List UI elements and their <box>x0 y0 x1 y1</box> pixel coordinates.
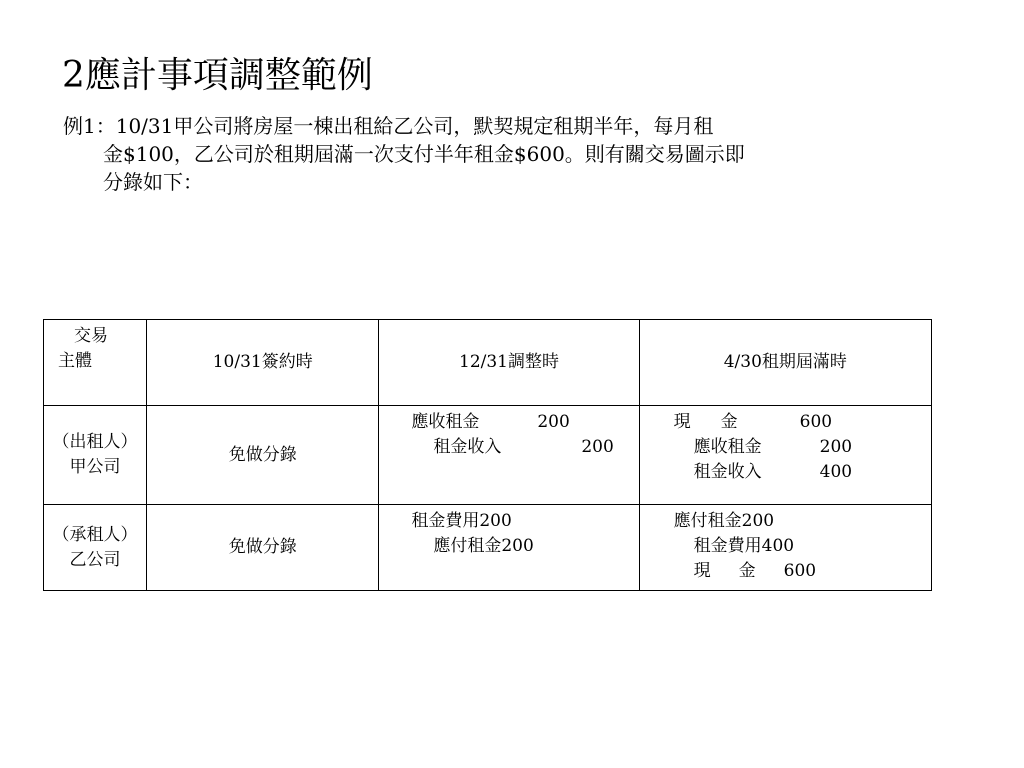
debit-account: 應收租金 <box>411 412 480 432</box>
journal-line <box>411 509 638 534</box>
table-row-lessor <box>44 406 932 505</box>
header-subject-line1: 交易 <box>74 326 108 346</box>
slide-title: 2應計事項調整範例 <box>62 55 373 96</box>
credit-account: 租金收入 <box>433 437 502 457</box>
lessee-sign-entry: 免做分錄 <box>147 505 379 591</box>
journal-line <box>640 460 931 485</box>
debit-amount: 200 <box>741 511 775 531</box>
lessor-sign-entry: 免做分錄 <box>147 406 379 505</box>
lessor-expire-entry <box>639 406 931 505</box>
table-header-row <box>44 320 932 406</box>
lessee-subject <box>44 505 147 591</box>
lessor-subject <box>44 406 147 505</box>
credit-amount: 200 <box>581 437 614 457</box>
example-line-2: 金$100，乙公司於租期屆滿一次支付半年租金$600。則有關交易圖示即 <box>103 142 745 166</box>
journal-line <box>379 435 638 460</box>
lessee-role: （承租人） <box>52 524 138 545</box>
debit-amount: 600 <box>799 412 833 432</box>
journal-line <box>694 534 931 559</box>
lessor-adjust-entry <box>379 406 639 505</box>
credit-amount: 200 <box>819 437 853 457</box>
example-line-3: 分錄如下： <box>103 170 203 194</box>
credit-account: 應收租金 <box>693 437 762 457</box>
credit-amount: 400 <box>819 462 853 482</box>
debit-account: 應付租金 <box>673 511 742 531</box>
journal-line <box>640 435 931 460</box>
debit-account: 租金費用 <box>411 511 480 531</box>
credit-account: 租金收入 <box>693 462 762 482</box>
debit-amount: 200 <box>537 412 570 432</box>
journal-line <box>379 410 638 435</box>
credit-amount: 400 <box>761 536 795 556</box>
debit-amount: 200 <box>479 511 512 531</box>
journal-line <box>694 559 931 584</box>
lessee-adjust-entry <box>379 505 639 591</box>
credit-amount: 600 <box>783 561 817 581</box>
lessor-company: 甲公司 <box>69 457 121 477</box>
header-expire: 4/30租期屆滿時 <box>639 320 931 406</box>
journal-line <box>674 509 931 534</box>
header-subject <box>44 320 147 406</box>
table-row-lessee <box>44 505 932 591</box>
journal-line <box>433 534 638 559</box>
header-adjust: 12/31調整時 <box>379 320 639 406</box>
journal-line <box>640 410 931 435</box>
header-sign: 10/31簽約時 <box>147 320 379 406</box>
credit-account: 現金 <box>693 561 784 581</box>
header-subject-line2: 主體 <box>58 351 92 371</box>
lessor-role: （出租人） <box>52 432 138 452</box>
example-text <box>63 112 913 196</box>
lessee-company: 乙公司 <box>69 549 121 570</box>
debit-account: 現金 <box>673 412 768 432</box>
journal-entry-table <box>43 319 932 591</box>
credit-account: 租金費用 <box>693 536 762 556</box>
credit-amount: 200 <box>501 536 534 556</box>
example-line-1: 例1：10/31甲公司將房屋一棟出租給乙公司，默契規定租期半年，每月租 <box>63 114 714 138</box>
lessee-expire-entry <box>639 505 931 591</box>
credit-account: 應付租金 <box>433 536 502 556</box>
